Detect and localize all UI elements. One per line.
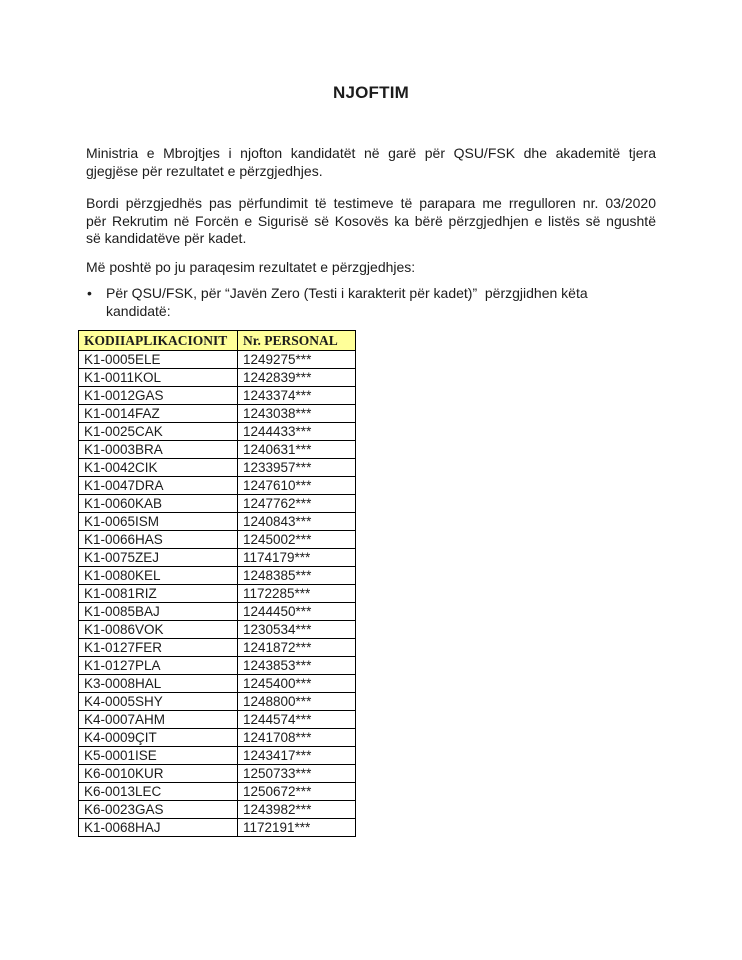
page-title: NJOFTIM: [332, 83, 409, 102]
personal-number-cell: 1243853***: [238, 657, 356, 675]
application-code-cell: K1-0080KEL: [79, 567, 238, 585]
personal-number-cell: 1172191***: [238, 819, 356, 837]
application-code-cell: K4-0005SHY: [79, 693, 238, 711]
table-row: [79, 693, 356, 711]
application-code-cell: K1-0014FAZ: [79, 405, 238, 423]
application-code-cell: K1-0065ISM: [79, 513, 238, 531]
bullet-icon: •: [87, 285, 92, 301]
application-code-cell: K1-0005ELE: [79, 351, 238, 369]
personal-number-cell: 1248385***: [238, 567, 356, 585]
bullet-list-item: [86, 285, 656, 320]
personal-number-cell: 1244574***: [238, 711, 356, 729]
application-code-cell: K4-0007AHM: [79, 711, 238, 729]
table-row: [79, 603, 356, 621]
personal-number-cell: 1250672***: [238, 783, 356, 801]
application-code-cell: K6-0023GAS: [79, 801, 238, 819]
board-paragraph: [86, 195, 656, 248]
application-code-cell: K3-0008HAL: [79, 675, 238, 693]
results-table-body: [79, 351, 356, 837]
application-code-cell: K1-0066HAS: [79, 531, 238, 549]
table-row: [79, 477, 356, 495]
personal-number-cell: 1244433***: [238, 423, 356, 441]
application-code-cell: K5-0001ISE: [79, 747, 238, 765]
personal-number-cell: 1243038***: [238, 405, 356, 423]
table-row: [79, 585, 356, 603]
column-header-application-code: KODIIAPLIKACIONIT: [79, 331, 238, 351]
application-code-cell: K1-0012GAS: [79, 387, 238, 405]
column-header-personal-number: Nr. PERSONAL: [238, 331, 356, 351]
table-row: [79, 711, 356, 729]
personal-number-cell: 1230534***: [238, 621, 356, 639]
application-code-cell: K1-0047DRA: [79, 477, 238, 495]
personal-number-cell: 1247610***: [238, 477, 356, 495]
table-row: [79, 351, 356, 369]
table-row: [79, 657, 356, 675]
personal-number-cell: 1248800***: [238, 693, 356, 711]
table-row: [79, 513, 356, 531]
personal-number-cell: 1245002***: [238, 531, 356, 549]
results-table: [78, 330, 356, 837]
paragraph-line: për Rekrutim në Forcën e Sigurisë së Kosovës ka bërë përzgjedhjen e listës së ngushtë: [86, 212, 656, 229]
table-row: [79, 531, 356, 549]
table-row: [79, 495, 356, 513]
personal-number-cell: 1244450***: [238, 603, 356, 621]
personal-number-cell: 1243374***: [238, 387, 356, 405]
application-code-cell: K1-0042CIK: [79, 459, 238, 477]
table-row: [79, 675, 356, 693]
personal-number-cell: 1241872***: [238, 639, 356, 657]
application-code-cell: K1-0011KOL: [79, 369, 238, 387]
table-row: [79, 819, 356, 837]
application-code-cell: K6-0010KUR: [79, 765, 238, 783]
bullet-line: kandidatë:: [106, 302, 171, 319]
personal-number-cell: 1247762***: [238, 495, 356, 513]
personal-number-cell: 1242839***: [238, 369, 356, 387]
personal-number-cell: 1245400***: [238, 675, 356, 693]
application-code-cell: K1-0075ZEJ: [79, 549, 238, 567]
personal-number-cell: 1249275***: [238, 351, 356, 369]
personal-number-cell: 1174179***: [238, 549, 356, 567]
table-row: [79, 405, 356, 423]
table-row: [79, 459, 356, 477]
personal-number-cell: 1172285***: [238, 585, 356, 603]
personal-number-cell: 1243417***: [238, 747, 356, 765]
application-code-cell: K1-0085BAJ: [79, 603, 238, 621]
table-row: [79, 747, 356, 765]
application-code-cell: K1-0060KAB: [79, 495, 238, 513]
application-code-cell: K1-0127FER: [79, 639, 238, 657]
bullet-text: [106, 285, 588, 320]
application-code-cell: K1-0025CAK: [79, 423, 238, 441]
table-row: [79, 783, 356, 801]
table-row: [79, 801, 356, 819]
paragraph-line: Ministria e Mbrojtjes i njofton kandidatët në garë për QSU/FSK dhe akademitë tjera: [86, 145, 656, 161]
personal-number-cell: 1240843***: [238, 513, 356, 531]
application-code-cell: K1-0081RIZ: [79, 585, 238, 603]
table-row: [79, 621, 356, 639]
bullet-line: Për QSU/FSK, për “Javën Zero (Testi i karakterit për kadet)” përzgjidhen këta: [106, 285, 588, 301]
personal-number-cell: 1233957***: [238, 459, 356, 477]
personal-number-cell: 1250733***: [238, 765, 356, 783]
application-code-cell: K1-0003BRA: [79, 441, 238, 459]
paragraph-line: Më poshtë po ju paraqesim rezultatet e përzgjedhjes:: [86, 258, 416, 275]
application-code-cell: K1-0086VOK: [79, 621, 238, 639]
table-row: [79, 441, 356, 459]
paragraph-line: Bordi përzgjedhës pas përfundimit të testimeve të parapara me rregulloren nr. 03/2020: [86, 195, 656, 211]
table-row: [79, 549, 356, 567]
personal-number-cell: 1241708***: [238, 729, 356, 747]
table-row: [79, 729, 356, 747]
personal-number-cell: 1243982***: [238, 801, 356, 819]
table-header-row: [79, 331, 356, 351]
personal-number-cell: 1240631***: [238, 441, 356, 459]
intro-paragraph: [86, 145, 656, 180]
table-row: [79, 639, 356, 657]
application-code-cell: K6-0013LEC: [79, 783, 238, 801]
results-intro-paragraph: [86, 259, 656, 277]
paragraph-line: së kandidatëve për kadet.: [86, 230, 247, 246]
table-row: [79, 369, 356, 387]
application-code-cell: K4-0009ÇIT: [79, 729, 238, 747]
application-code-cell: K1-0127PLA: [79, 657, 238, 675]
application-code-cell: K1-0068HAJ: [79, 819, 238, 837]
table-row: [79, 423, 356, 441]
table-row: [79, 387, 356, 405]
paragraph-line: gjegjëse për rezultatet e përzgjedhjes.: [86, 162, 323, 179]
table-row: [79, 765, 356, 783]
table-row: [79, 567, 356, 585]
